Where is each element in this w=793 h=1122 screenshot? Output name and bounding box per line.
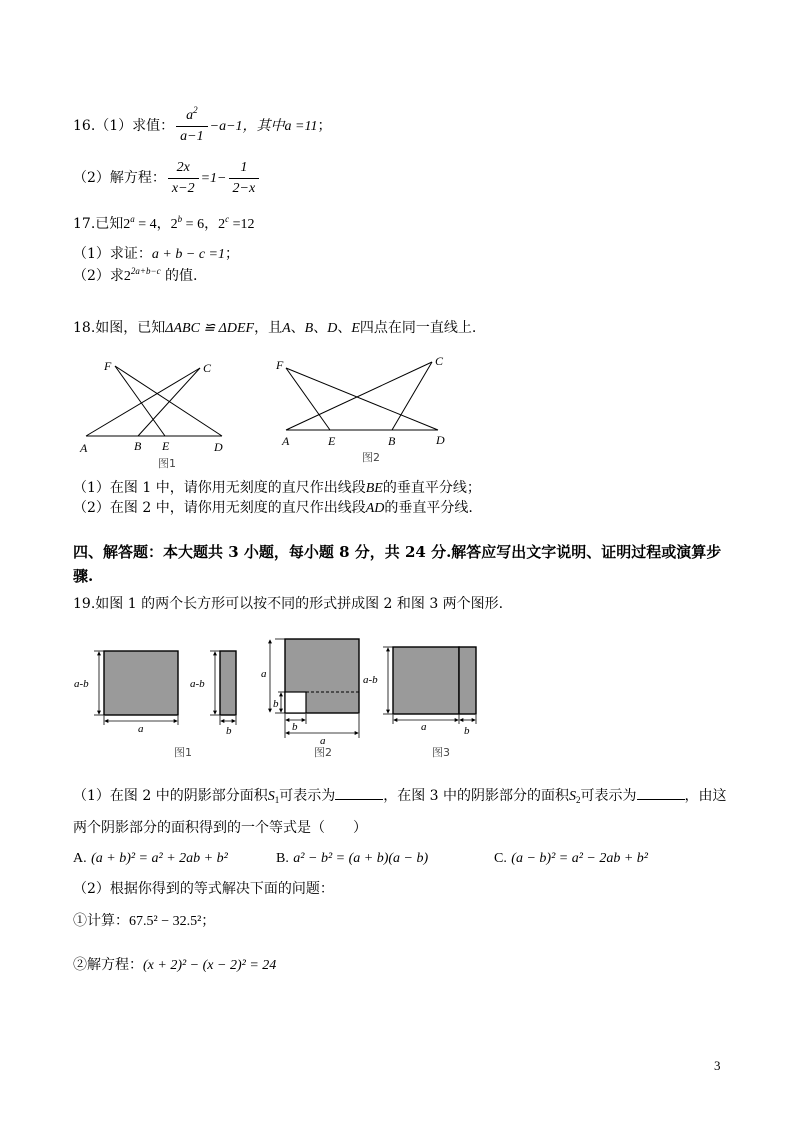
q17-part2: （2）求$2^{2a+b-c}$ 的值. [73, 266, 198, 284]
q18-figure-2 [270, 348, 460, 468]
q19-part2: （2）根据你得到的等式解决下面的问题： [73, 881, 334, 897]
q16-part2: （2）解方程： $\frac{2x}{x-2}$ =1− $\frac{1}{2-x}$ [73, 158, 261, 199]
q19-fig1-caption: 图1 [174, 746, 192, 759]
q19-intro: 19.如图 1 的两个长方形可以按不同的形式拼成图 2 和图 3 两个图形. [73, 596, 504, 612]
q18-fig1-label-F: F [104, 359, 112, 373]
s1-answer-blank[interactable] [335, 787, 383, 800]
q19-part1-line1: （1）在图 2 中的阴影部分面积$S_1$可表示为 ，在图 3 中的阴影部分的面积$S_2$可表示为 ，由这 [73, 788, 727, 805]
q18-fig1-caption: 图1 [158, 457, 176, 470]
q19-fig2-label-b-bottom: b [292, 721, 298, 733]
q18-fig2-label-C: C [435, 354, 444, 368]
q18-part1: （1）在图 1 中，请你用无刻度的直尺作出线段BE的垂直平分线； [73, 480, 481, 496]
q16-fraction: $\frac{a^2}{a-1}$ [176, 107, 207, 146]
q16-label: 16.（1）求值： [73, 118, 175, 134]
q19-fig2-label-b-left: b [273, 698, 279, 710]
q18-part2: （2）在图 2 中，请你用无刻度的直尺作出线段AD的垂直平分线. [73, 500, 473, 516]
q19-option-c[interactable]: C. (a − b)² = a² − 2ab + b² [494, 851, 649, 866]
q19-fig1-label-amb-left: a-b [74, 678, 89, 690]
q18-fig2-label-D: D [436, 433, 445, 447]
section-4-heading: 四、解答题：本大题共 3 小题，每小题 8 分，共 24 分.解答应写出文字说明、证明过程或演算步骤. [73, 543, 722, 585]
q19-fig1-label-b: b [226, 725, 232, 737]
q18-stem: 18.如图，已知ΔABC ≌ ΔDEF，且A、B、D、E四点在同一直线上. [73, 320, 477, 336]
q16-fraction-1: $\frac{2x}{x-2}$ [168, 159, 199, 198]
q19-fig3 [363, 647, 476, 759]
q18-fig1-label-B: B [134, 439, 142, 453]
q19-option-b[interactable]: B. a² − b² = (a + b)(a − b) [276, 851, 429, 866]
q19-fig3-caption: 图3 [432, 746, 450, 759]
q18-fig2-label-B: B [388, 434, 396, 448]
q19-fig1-label-a: a [138, 723, 144, 735]
q18-fig2-label-E: E [328, 434, 336, 448]
q19-fig3-label-amb-left: a-b [363, 674, 378, 686]
q19-fig3-label-a: a [421, 721, 427, 733]
q19-fig2-label-a-left: a [261, 668, 267, 680]
q18-figure-1 [70, 352, 250, 472]
q16-fraction-2: $\frac{1}{2-x}$ [229, 159, 260, 198]
q19-fig2 [261, 639, 359, 759]
q19-equation: ②解方程：(x + 2)² − (x − 2)² = 24 [73, 957, 277, 973]
q18-fig2-caption: 图2 [362, 451, 380, 464]
s2-answer-blank[interactable] [637, 787, 685, 800]
q19-fig1 [74, 651, 236, 759]
q16-tail: −a−1，其中 [209, 119, 285, 134]
q18-fig1-label-E: E [162, 439, 170, 453]
q19-fig3-label-b: b [464, 725, 470, 737]
q17-part1: （1）求证：a + b − c =1； [73, 246, 239, 262]
page-number: 3 [714, 1058, 721, 1073]
q17-given: 17.已知$2^a = 4$，$2^b = 6$，$2^c =12$ [73, 214, 255, 232]
q18-fig2-label-A: A [282, 434, 290, 448]
q16-condition: a =11 [284, 119, 318, 134]
q18-fig2-label-F: F [276, 358, 284, 372]
q18-fig1-label-D: D [214, 440, 223, 454]
q18-fig1-label-A: A [80, 441, 88, 455]
q19-fig2-label-a-bottom: a [320, 735, 326, 747]
q19-fig2-caption: 图2 [314, 746, 332, 759]
q16-part1: 16.（1）求值： $\frac{a^2}{a-1}$ −a−1，其中a =11； [73, 104, 332, 144]
q19-fig1-label-amb-mid: a-b [190, 678, 205, 690]
q19-option-a[interactable]: A. (a + b)² = a² + 2ab + b² [73, 851, 228, 866]
q19-figures [70, 630, 490, 765]
q18-fig1-label-C: C [203, 361, 212, 375]
q19-part1-line2: 两个阴影部分的面积得到的一个等式是（ ） [73, 820, 367, 836]
q19-calc: ①计算：67.5² − 32.5²； [73, 913, 216, 929]
q16-part2-label: （2）解方程： [73, 170, 166, 186]
